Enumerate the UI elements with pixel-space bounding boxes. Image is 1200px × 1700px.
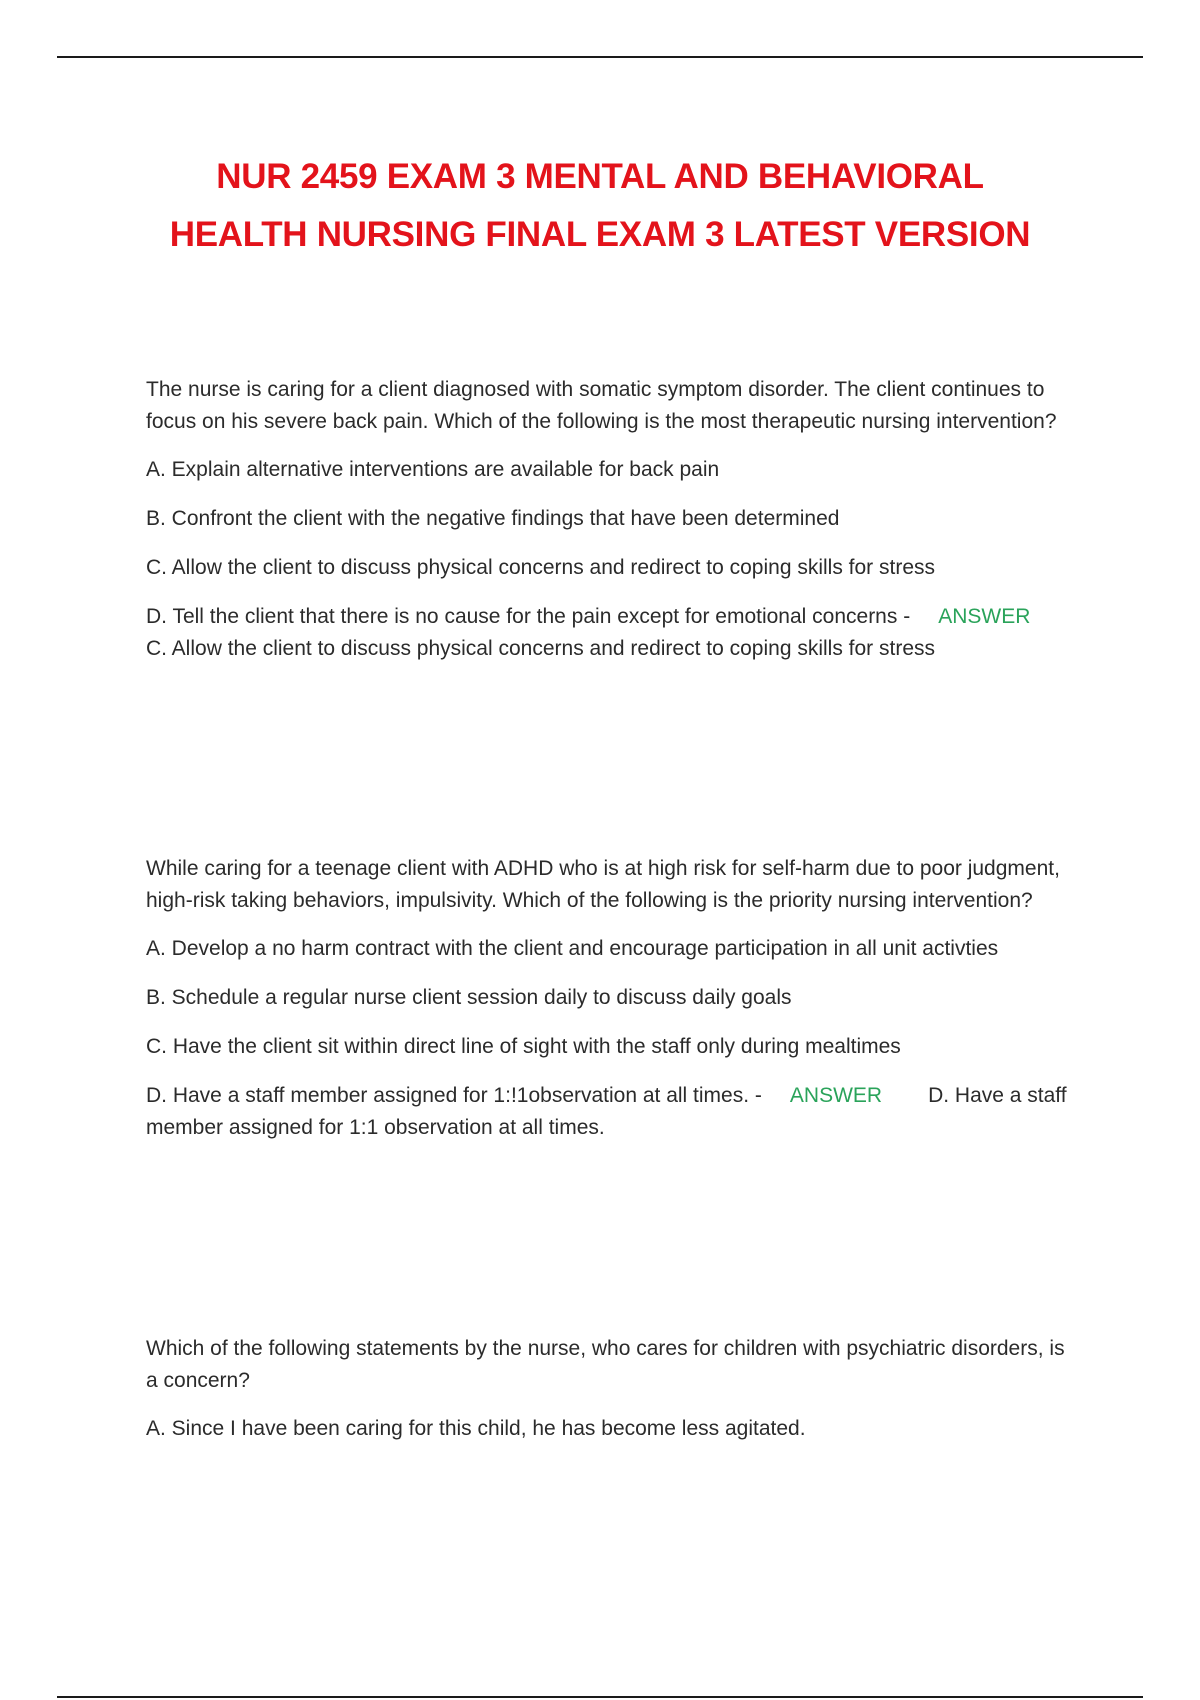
question-stem: The nurse is caring for a client diagnosed with somatic symptom disorder. The client continues to focus on his severe back pain. Which of the following is the most therapeutic nursing intervention? xyxy=(146,378,1057,433)
answer-label: ANSWER xyxy=(938,605,1031,628)
option-a: A. Explain alternative interventions are available for back pain xyxy=(146,458,720,481)
option-a: A. Since I have been caring for this child, he has become less agitated. xyxy=(146,1417,806,1440)
option-c: C. Allow the client to discuss physical concerns and redirect to coping skills for stress xyxy=(146,556,936,579)
option-d: D. Have a staff member assigned for 1:!1observation at all times. - xyxy=(146,1084,762,1107)
answer-label: ANSWER xyxy=(789,1084,883,1107)
question-stem: While caring for a teenage client with ADHD who is at high risk for self-harm due to poor judgment, high-risk taking behaviors, impulsivity. Which of the following is the priority nursing intervention? xyxy=(146,857,1060,912)
answer-text: C. Allow the client to discuss physical concerns and redirect to coping skills for stress xyxy=(146,637,936,660)
header-rule xyxy=(57,56,1143,58)
question-stem: Which of the following statements by the nurse, who cares for children with psychiatric disorders, is a concern? xyxy=(146,1337,1065,1392)
option-d: D. Tell the client that there is no cause for the pain except for emotional concerns - xyxy=(146,605,911,628)
title-line-1: NUR 2459 EXAM 3 MENTAL AND BEHAVIORAL xyxy=(216,157,984,196)
option-b: B. Schedule a regular nurse client session daily to discuss daily goals xyxy=(146,986,792,1009)
footer-rule xyxy=(57,1696,1143,1698)
title-line-2: HEALTH NURSING FINAL EXAM 3 LATEST VERSION xyxy=(169,215,1031,254)
option-a: A. Develop a no harm contract with the client and encourage participation in all unit activties xyxy=(146,937,999,960)
option-b: B. Confront the client with the negative findings that have been determined xyxy=(146,507,840,530)
document-title xyxy=(100,148,1100,264)
answer-text: D. Have a staff member assigned for 1:1 observation at all times. xyxy=(146,1084,1067,1139)
question-1 xyxy=(146,374,1076,665)
question-3 xyxy=(146,1333,1076,1462)
option-d-with-answer xyxy=(146,1080,1076,1144)
option-c: C. Have the client sit within direct line of sight with the staff only during mealtimes xyxy=(146,1035,901,1058)
option-d-with-answer xyxy=(146,601,1076,665)
question-2 xyxy=(146,853,1076,1144)
